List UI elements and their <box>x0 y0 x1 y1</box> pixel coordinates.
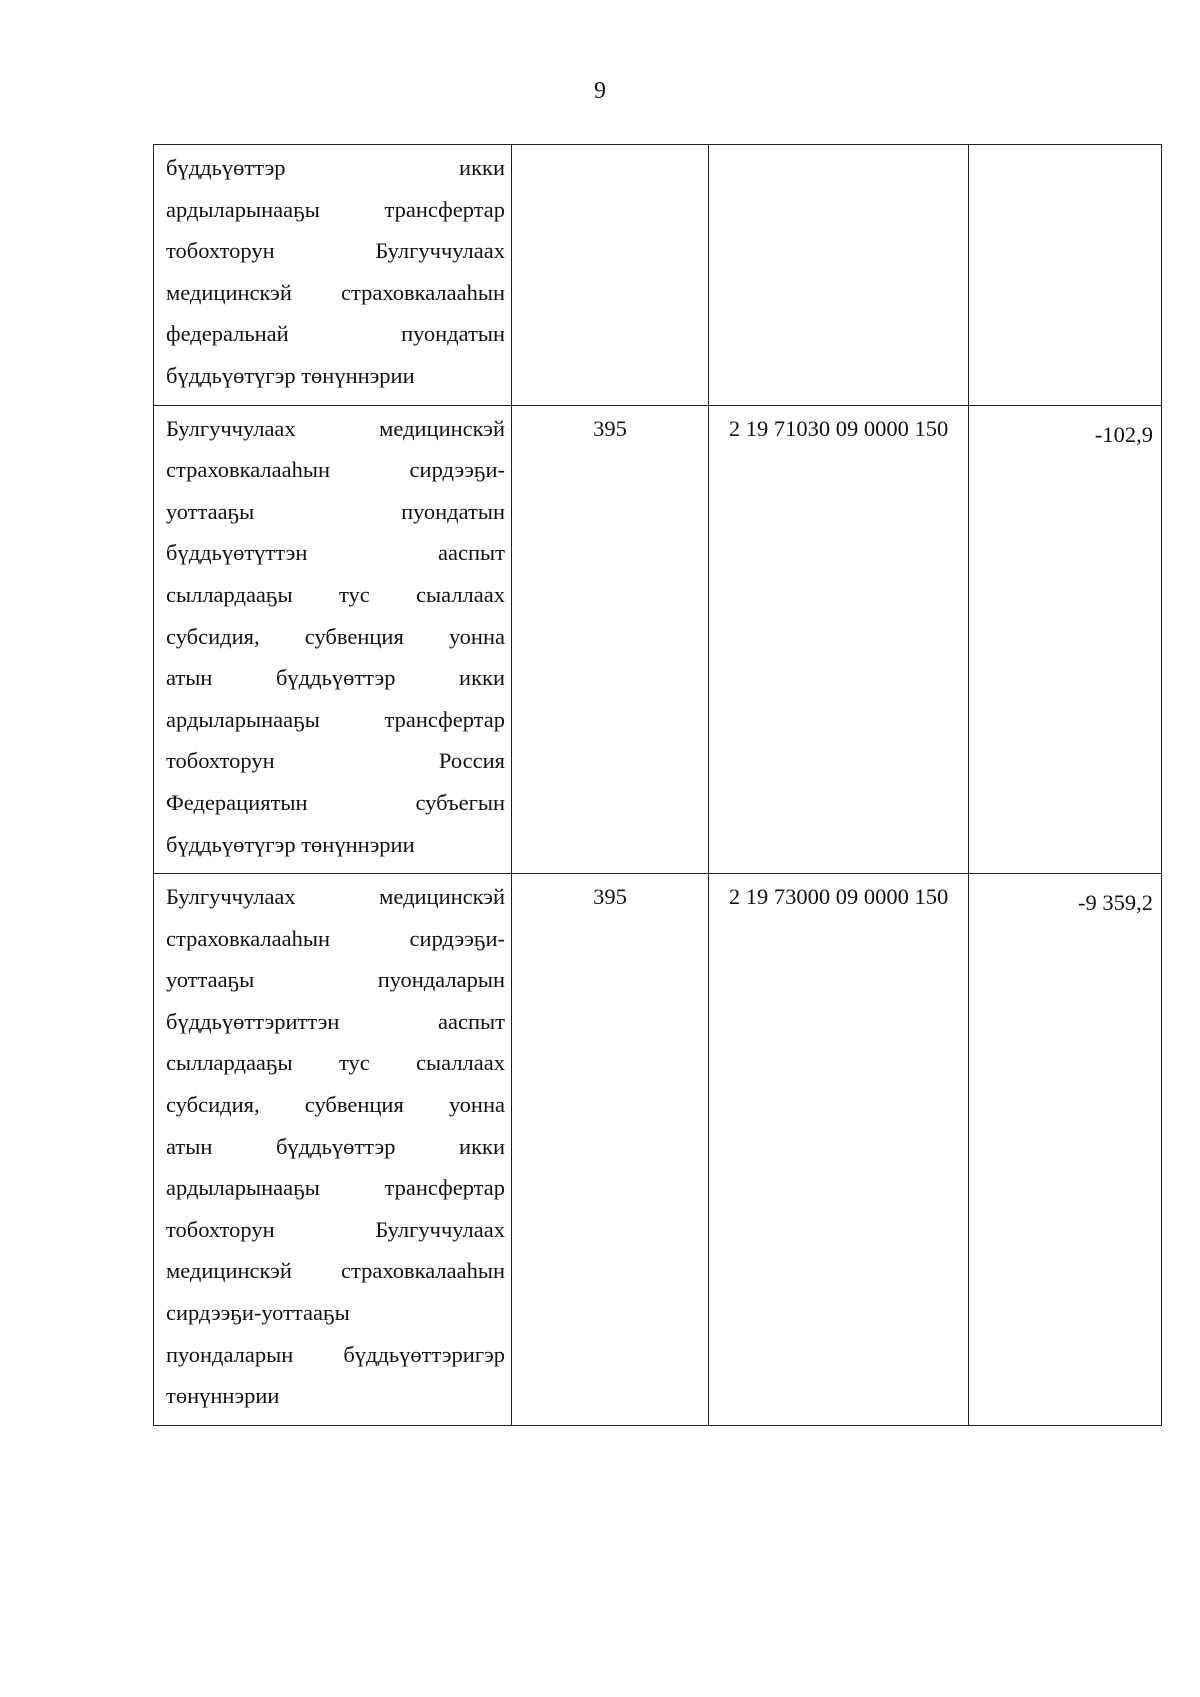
description-cell <box>154 145 512 406</box>
description-line: тобохторун Булгуччулаах <box>166 1216 505 1242</box>
description-line: тобохторун Россия <box>166 748 505 774</box>
description-line: бүддьүөтүгэр төнүннэрии <box>166 362 415 388</box>
budget-code-cell: 2 19 71030 09 0000 150 <box>709 405 969 874</box>
admin-code-cell: 395 <box>512 405 709 874</box>
table-row <box>154 145 1162 406</box>
admin-code-cell: 395 <box>512 874 709 1426</box>
description-line: сыллардааҕы тус сыаллаах <box>166 1050 505 1076</box>
description-line: субсидия, субвенция уонна <box>166 1092 505 1118</box>
budget-code-cell: 2 19 73000 09 0000 150 <box>709 874 969 1426</box>
table-row <box>154 405 1162 874</box>
description-cell <box>154 874 512 1426</box>
description-line: медицинскэй страховкалааһын <box>166 279 505 305</box>
description-line: Федерациятын субъегын <box>166 789 505 815</box>
description-line: атын бүддьүөттэр икки <box>166 665 505 691</box>
description-line: ардыларынааҕы трансфертар <box>166 196 505 222</box>
description-line: атын бүддьүөттэр икки <box>166 1133 505 1159</box>
description-line: ардыларынааҕы трансфертар <box>166 1175 505 1201</box>
description-line: страховкалааһын сирдээҕи- <box>166 925 505 951</box>
description-line: Булгуччулаах медицинскэй <box>166 884 505 910</box>
description-line: субсидия, субвенция уонна <box>166 623 505 649</box>
description-line: бүддьүөтүттэн ааспыт <box>166 540 505 566</box>
description-line: бүддьүөттэр икки <box>166 155 505 180</box>
description-line: ардыларынааҕы трансфертар <box>166 706 505 732</box>
description-line: медицинскэй страховкалааһын <box>166 1258 505 1284</box>
amount-cell: -9 359,2 <box>969 874 1162 1426</box>
description-line: федеральнай пуондатын <box>166 321 505 347</box>
amount-cell <box>969 145 1162 406</box>
description-line: уоттааҕы пуондатын <box>166 498 505 524</box>
description-line: төнүннэрии <box>166 1383 280 1409</box>
description-line: сирдээҕи-уоттааҕы <box>166 1300 350 1326</box>
description-line: бүддьүөтүгэр төнүннэрии <box>166 831 415 857</box>
description-line: сыллардааҕы тус сыаллаах <box>166 581 505 607</box>
description-line: бүддьүөттэриттэн ааспыт <box>166 1008 505 1034</box>
description-line: страховкалааһын сирдээҕи- <box>166 457 505 483</box>
description-line: тобохторун Булгуччулаах <box>166 238 505 264</box>
description-cell <box>154 405 512 874</box>
admin-code-cell <box>512 145 709 406</box>
description-line: уоттааҕы пуондаларын <box>166 967 505 993</box>
description-line: пуондаларын бүддьүөттэригэр <box>166 1341 505 1367</box>
description-line: Булгуччулаах медицинскэй <box>166 415 505 441</box>
table-row <box>154 874 1162 1426</box>
page-number: 9 <box>594 78 606 104</box>
budget-code-cell <box>709 145 969 406</box>
amount-cell: -102,9 <box>969 405 1162 874</box>
budget-table <box>153 144 1162 1426</box>
